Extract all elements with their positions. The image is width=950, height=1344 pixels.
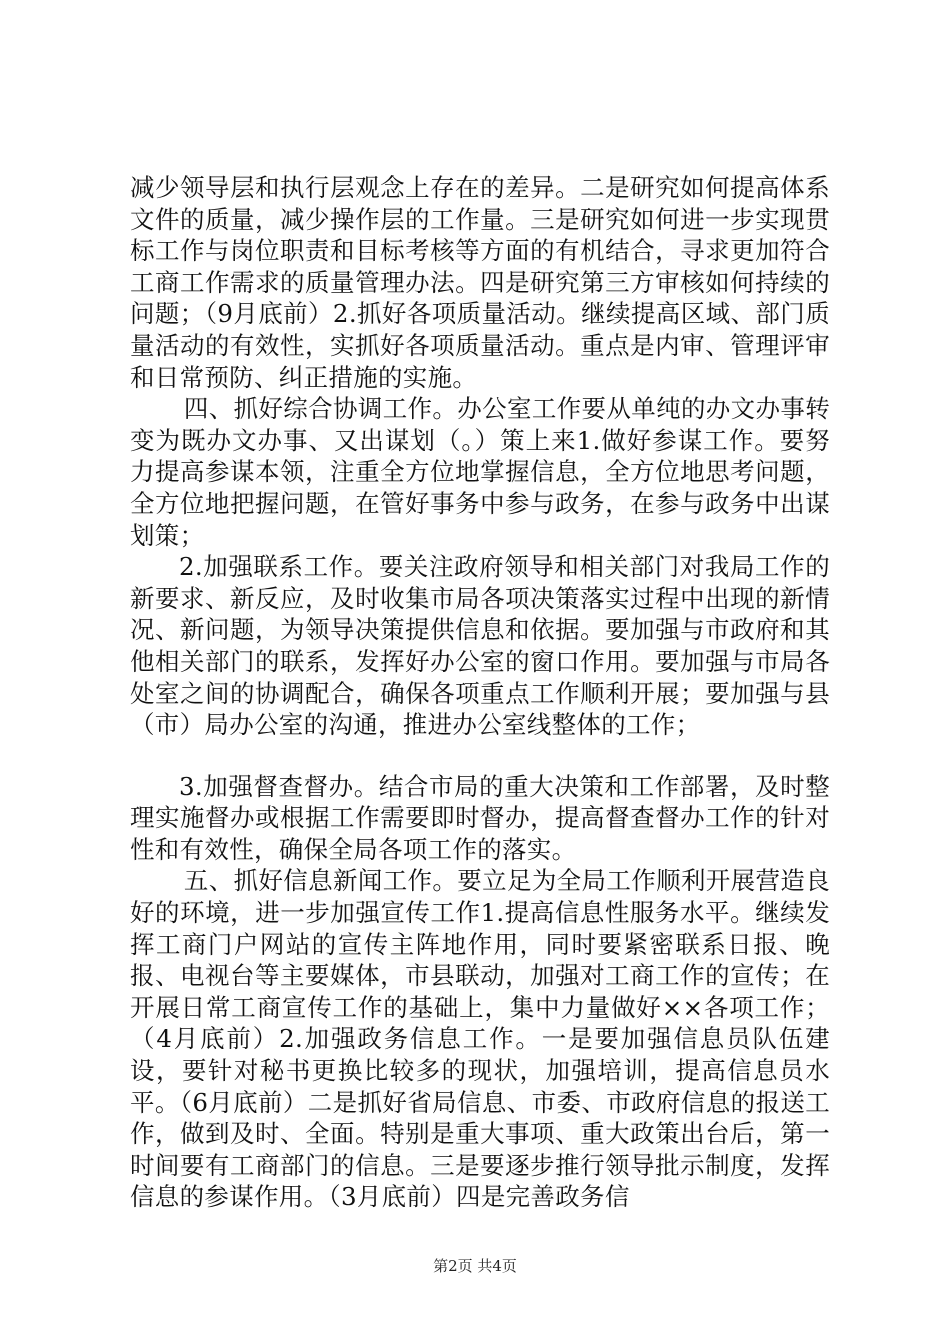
paragraph-coordination: 四、抓好综合协调工作。办公室工作要从单纯的办文办事转变为既办文办事、又出谋划（。）策上来1.做好参谋工作。要努力提高参谋本领，注重全方位地掌握信息，全方位地思考问题，全方位地把握问题，在管好事务中参与政务，在参与政务中出谋划策； [130, 394, 830, 550]
page-footer: 第2页 共4页 [433, 1257, 517, 1275]
paragraph-quality-research: 减少领导层和执行层观念上存在的差异。二是研究如何提高体系文件的质量，减少操作层的工作量。三是研究如何进一步实现贯标工作与岗位职责和目标考核等方面的有机结合，寻求更加符合工商工作需求的质量管理办法。四是研究第三方审核如何持续的问题；（9月底前）2.抓好各项质量活动。继续提高区域、部门质量活动的有效性，实抓好各项质量活动。重点是内审、管理评审和日常预防、纠正措施的实施。 [130, 173, 830, 392]
document-body [130, 172, 830, 1213]
paragraph-information-news: 五、抓好信息新闻工作。要立足为全局工作顺利开展营造良好的环境，进一步加强宣传工作1.提高信息性服务水平。继续发挥工商门户网站的宣传主阵地作用，同时要紧密联系日报、晚报、电视台等主要媒体，市县联动，加强对工商工作的宣传；在开展日常工商宣传工作的基础上，集中力量做好××各项工作；（4月底前）2.加强政务信息工作。一是要加强信息员队伍建设，要针对秘书更换比较多的现状，加强培训，提高信息员水平。（6月底前）二是抓好省局信息、市委、市政府信息的报送工作，做到及时、全面。特别是重大事项、重大政策出台后，第一时间要有工商部门的信息。三是要逐步推行领导批示制度，发挥信息的参谋作用。（3月底前）四是完善政务信 [130, 866, 830, 1212]
paragraph-supervision: 3.加强督查督办。结合市局的重大决策和工作部署，及时整理实施督办或根据工作需要即时督办，提高督查督办工作的针对性和有效性，确保全局各项工作的落实。 [130, 771, 830, 864]
paragraph-liaison: 2.加强联系工作。要关注政府领导和相关部门对我局工作的新要求、新反应，及时收集市局各项决策落实过程中出现的新情况、新问题，为领导决策提供信息和依据。要加强与市政府和其他相关部门的联系，发挥好办公室的窗口作用。要加强与市局各处室之间的协调配合，确保各项重点工作顺利开展；要加强与县（市）局办公室的沟通，推进办公室线整体的工作； [130, 552, 830, 740]
paragraph-spacer [130, 741, 830, 771]
